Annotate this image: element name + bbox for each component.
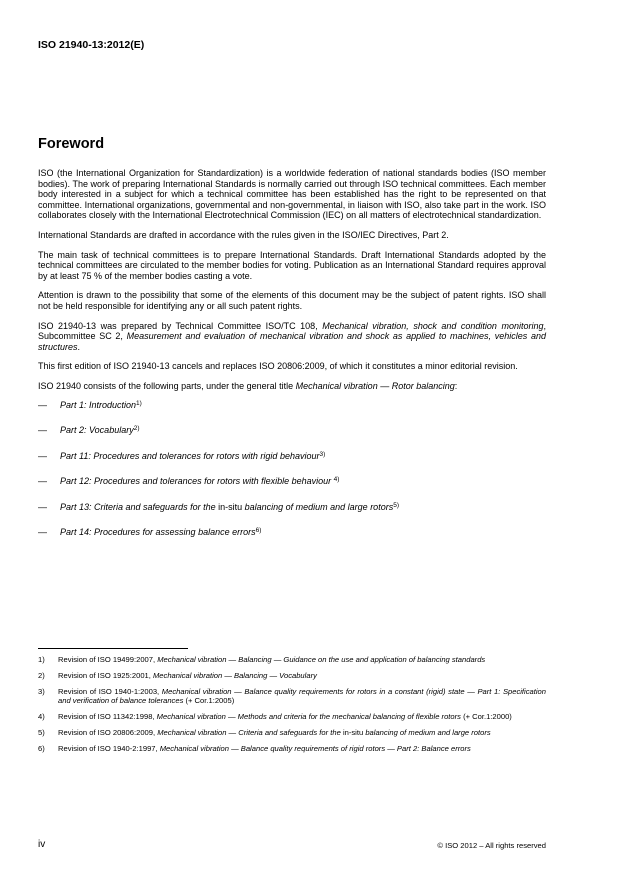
footnote-separator: [38, 648, 188, 649]
page-number: iv: [38, 839, 46, 850]
footnote-title: Mechanical vibration — Methods and criteria for the mechanical balancing of flexible rotors: [156, 712, 461, 722]
page-title: Foreword: [38, 136, 105, 152]
footnote-title-rest: balancing of medium and large rotors: [363, 728, 491, 738]
footnote-number: 1): [38, 655, 45, 664]
footnote-ref[interactable]: 4): [333, 476, 340, 483]
footnote-title: Mechanical vibration — Criteria and safeguards for the: [157, 728, 343, 738]
footnote-ref[interactable]: 1): [136, 399, 142, 407]
footnote-text: Revision of ISO 20806:2009,: [58, 728, 158, 738]
footnote-ref[interactable]: 2): [133, 425, 140, 432]
period: .: [77, 341, 81, 352]
paragraph-patent-rights: Attention is drawn to the possibility that some of the elements of this document may be the subject of patent rights. ISO shall not be held responsible for identifying any or all such patent rights.: [38, 290, 546, 311]
list-item: [38, 400, 546, 426]
footnote-text: Revision of ISO 1940-2:1997,: [58, 743, 160, 753]
paragraph-prepared-by: [38, 321, 546, 353]
footnote-text: Revision of ISO 19499:2007,: [58, 655, 158, 664]
prepared-by-text: ISO 21940-13 was prepared by Technical Committee ISO/TC 108,: [38, 320, 323, 331]
footnote-number: 4): [38, 712, 45, 722]
foreword-body: [38, 168, 546, 553]
part-title-insitu: in-situ: [218, 501, 243, 512]
dash-bullet: —: [38, 501, 47, 512]
colon: :: [454, 380, 458, 391]
footnote-title: Mechanical vibration — Balance quality requirements of rigid rotors — Part 2: Balance errors: [159, 743, 471, 753]
footnote-text: Revision of ISO 11342:1998,: [58, 712, 157, 722]
footnote-number: 6): [38, 743, 45, 753]
paragraph-technical-committees: The main task of technical committees is to prepare International Standards. Draft International Standards adopted by the technical committees are circulated to the member bodies for voting. Publication as an International Standard requires approval by at least 75 % of the member bodies casting a vote.: [38, 249, 546, 281]
footnote: [38, 728, 546, 737]
part-title: Part 12: Procedures and tolerances for rotors with flexible behaviour: [60, 476, 334, 486]
footnote-text: Revision of ISO 1940-1:2003,: [58, 686, 162, 696]
footnote: [38, 671, 546, 680]
part-title: Part 2: Vocabulary: [60, 425, 134, 435]
part-title: Part 11: Procedures and tolerances for rotors with rigid behaviour: [60, 450, 320, 461]
footnote-title-insitu: in-situ: [342, 728, 364, 738]
list-item: [38, 502, 546, 528]
part-title-rest: balancing of medium and large rotors: [242, 501, 394, 512]
footnote-text: Revision of ISO 1925:2001,: [58, 670, 153, 680]
footnote-ref[interactable]: 5): [393, 501, 399, 509]
list-item: [38, 527, 546, 553]
parts-list: [38, 400, 546, 553]
committee-title: Mechanical vibration, shock and condition monitoring: [322, 320, 544, 331]
footnote-number: 2): [38, 670, 45, 680]
dash-bullet: —: [38, 527, 47, 537]
dash-bullet: —: [38, 425, 47, 435]
footnote-ref[interactable]: 6): [255, 527, 262, 534]
footnote-title: Mechanical vibration — Balancing — Vocabulary: [152, 670, 317, 680]
list-item: [38, 451, 546, 477]
list-item: [38, 425, 546, 451]
footnotes: [38, 655, 546, 760]
parts-intro-text: ISO 21940 consists of the following parts, under the general title: [38, 380, 296, 391]
part-title: Part 1: Introduction: [60, 399, 137, 410]
footnote: [38, 712, 546, 721]
footnote-suffix: (+ Cor.1:2000): [460, 712, 512, 722]
footnote-number: 3): [38, 686, 45, 696]
footnote-suffix: (+ Cor.1:2005): [183, 696, 235, 706]
dash-bullet: —: [38, 476, 47, 486]
paragraph-iso-intro: ISO (the International Organization for Standardization) is a worldwide federation of national standards bodies (ISO member bodies). The work of preparing International Standards is normally carried out through ISO technical committees. Each member body interested in a subject for which a technical committee has been established has the right to be represented on that committee. International organizations, governmental and non-governmental, in liaison with ISO, also take part in the work. ISO collaborates closely with the International Electrotechnical Commission (IEC) on all matters of electrotechnical standardization.: [38, 168, 546, 221]
footnote: [38, 655, 546, 664]
subcommittee-title: Measurement and evaluation of mechanical vibration and shock as applied to machines, vehicles and structures: [38, 331, 546, 352]
footnote-title: Mechanical vibration — Balancing — Guidance on the use and application of balancing standards: [157, 655, 486, 664]
paragraph-edition: This first edition of ISO 21940-13 cancels and replaces ISO 20806:2009, of which it constitutes a minor editorial revision.: [38, 361, 518, 372]
footnote-number: 5): [38, 728, 45, 738]
dash-bullet: —: [38, 450, 47, 461]
part-title: Part 14: Procedures for assessing balance errors: [60, 527, 256, 537]
paragraph-parts-intro: [38, 381, 546, 392]
footnote: [38, 744, 546, 753]
document-id-header: ISO 21940-13:2012(E): [38, 39, 145, 51]
copyright-notice: © ISO 2012 – All rights reserved: [437, 841, 546, 850]
footnote: [38, 687, 546, 706]
paragraph-directives: International Standards are drafted in accordance with the rules given in the ISO/IEC Directives, Part 2.: [38, 229, 449, 240]
dash-bullet: —: [38, 399, 47, 410]
subcommittee-text: , Subcommittee SC 2,: [38, 320, 546, 342]
list-item: [38, 476, 546, 502]
part-title: Part 13: Criteria and safeguards for the: [60, 501, 219, 512]
footnote-title: Mechanical vibration — Balance quality requirements for rotors in a constant (rigid) state — Part 1: Specification and verification of balance tolerances: [58, 686, 546, 706]
general-title: Mechanical vibration — Rotor balancing: [295, 380, 455, 391]
footnote-ref[interactable]: 3): [319, 450, 326, 458]
